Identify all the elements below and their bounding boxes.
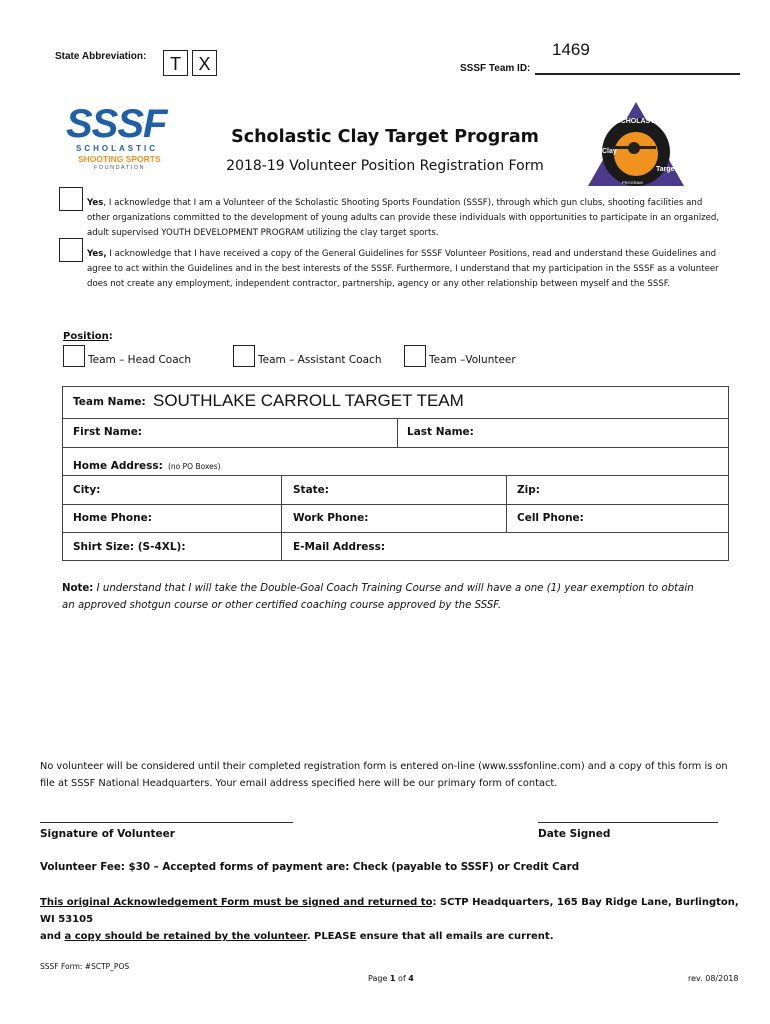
acknowledge-checkbox-1[interactable] [59,187,83,211]
team-id-label: SSSF Team ID: [460,63,531,74]
date-label: Date Signed [538,828,611,840]
page-number: Page 1 of 4 [368,974,414,983]
first-name-field[interactable]: First Name: [73,426,143,438]
signature-line[interactable] [40,822,293,823]
position-head-coach-label: Team – Head Coach [88,354,192,366]
position-assistant-coach-label: Team – Assistant Coach [258,354,382,366]
city-field[interactable]: City: [73,484,101,496]
cell-phone-field[interactable]: Cell Phone: [517,512,584,524]
volunteer-fee: Volunteer Fee: $30 – Accepted forms of payment are: Check (payable to SSSF) or Credit Card [40,861,580,873]
signature-label: Signature of Volunteer [40,828,175,840]
position-volunteer-label: Team –Volunteer [429,354,516,366]
sssf-logo-text: SSSF [66,102,167,146]
email-field[interactable]: E-Mail Address: [293,541,386,553]
state-char-1[interactable]: T [163,50,188,76]
acknowledge-checkbox-2[interactable] [59,238,83,262]
position-volunteer-checkbox[interactable] [404,345,426,367]
revision-date: rev. 08/2018 [688,974,739,983]
page-subtitle: 2018-19 Volunteer Position Registration Form [226,158,544,174]
state-label: State Abbreviation: [55,51,147,62]
home-address-field[interactable]: Home Address: (no PO Boxes) [73,460,221,472]
return-instructions: This original Acknowledgement Form must be signed and returned to: SCTP Headquarters, 165 Bay Ridge Lane, Burlington, WI 53105 and a copy should be retained by the volunteer. PLEASE ensure that all emails are current. [40,897,739,942]
acknowledgement-1: Yes, I acknowledge that I am a Volunteer of the Scholastic Shooting Sports Foundation (SSSF), through which gun clubs, shooting facilities and other organizations committed to the development of young adults can provide these individuals with opportunities to participate in an organized, adult supervised YOUTH DEVELOPMENT PROGRAM utilizing the clay target sports. [87,198,720,238]
page-title: Scholastic Clay Target Program [231,127,539,147]
shirt-size-field[interactable]: Shirt Size: (S-4XL): [73,541,186,553]
home-phone-field[interactable]: Home Phone: [73,512,152,524]
position-head-coach-checkbox[interactable] [63,345,85,367]
sctp-logo: SCHOLASTIC Clay Target PROGRAM [586,100,686,190]
zip-field[interactable]: Zip: [517,484,540,496]
registration-table [62,386,729,561]
team-name-label: Team Name: [73,396,146,408]
date-line[interactable] [538,822,718,823]
state-field[interactable]: State: [293,484,330,496]
submission-info: No volunteer will be considered until their completed registration form is entered on-line (www.sssfonline.com) and a copy of this form is on file at SSSF National Headquarters. Your email address specified here will be our primary form of contact. [40,761,728,789]
form-id: SSSF Form: #SCTP_POS [40,962,130,971]
team-id-value[interactable]: 1469 [552,40,590,59]
state-char-2[interactable]: X [192,50,217,76]
coach-training-note: Note: I understand that I will take the Double-Goal Coach Training Course and will have a one (1) year exemption to obtain an approved shotgun course or other certified coaching course approved by the SSSF. [62,583,694,611]
last-name-field[interactable]: Last Name: [407,426,474,438]
work-phone-field[interactable]: Work Phone: [293,512,369,524]
acknowledgement-2: Yes, I acknowledge that I have received a copy of the General Guidelines for SSSF Volunteer Positions, read and understand these Guidelines and agree to act within the Guidelines and in the best interests of the SSSF. Furthermore, I understand that my participation in the SSSF as a volunteer does not create any employment, independent contractor, partnership, agency or any other relationship between myself and the SSSF. [87,249,719,289]
team-name-value[interactable]: SOUTHLAKE CARROLL TARGET TEAM [153,391,464,410]
sssf-logo: SSSF SCHOLASTIC SHOOTING SPORTS FOUNDATION [66,102,167,171]
position-label: Position: [63,331,113,342]
position-assistant-coach-checkbox[interactable] [233,345,255,367]
team-id-line [535,73,740,75]
